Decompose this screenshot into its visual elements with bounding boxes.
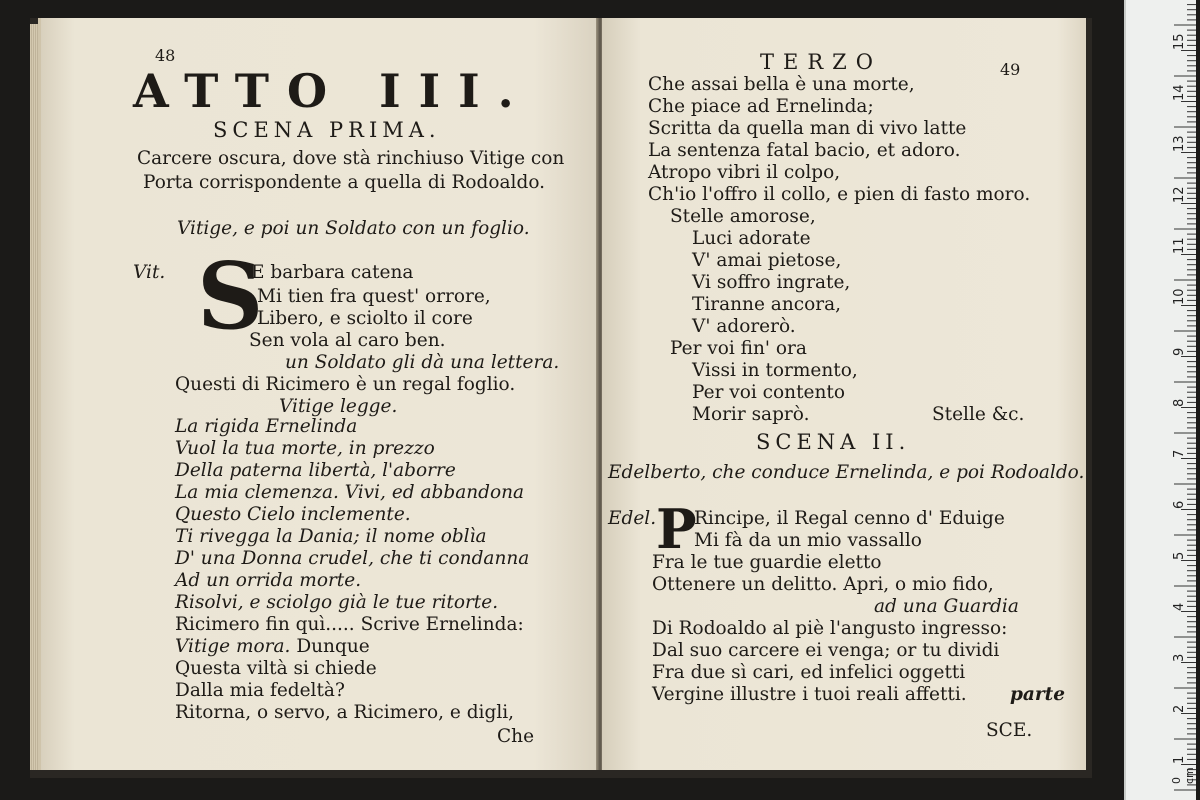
closing-line-3: Ritorna, o servo, a Ricimero, e digli, xyxy=(175,702,515,723)
speech-line-3: Fra le tue guardie eletto xyxy=(652,552,882,573)
act-title: ATTO III. xyxy=(133,64,532,118)
letter-line-8: Ad un orrida morte. xyxy=(175,570,362,591)
speech-line-8: Vergine illustre i tuoi reali affetti. xyxy=(652,684,967,705)
verse-line-3: Libero, e sciolto il core xyxy=(257,308,473,329)
scene-title-right: SCENA II. xyxy=(756,430,911,454)
stage-direction-guardia: ad una Guardia xyxy=(874,596,1019,617)
speech-line-5: Di Rodoaldo al piè l'angusto ingresso: xyxy=(652,618,1008,639)
drop-cap-p: P xyxy=(656,497,697,561)
closing-line-1: Questa viltà si chiede xyxy=(175,658,377,679)
right-line-4: La sentenza fatal bacio, et adoro. xyxy=(648,140,961,161)
ruler-label-4: 4 xyxy=(1172,602,1187,611)
aria-line-6: V' adorerò. xyxy=(692,316,796,337)
page-number-right: 49 xyxy=(1000,60,1021,79)
aria-line-3: V' amai pietose, xyxy=(692,250,842,271)
stage-direction-legge: Vitige legge. xyxy=(279,396,398,417)
catchword-left: Che xyxy=(497,726,535,747)
speaker-vitige: Vit. xyxy=(133,262,166,283)
ruler-label-12: 12 xyxy=(1172,186,1187,203)
speaker-edelberto: Edel. xyxy=(608,508,657,529)
drop-cap-s: S xyxy=(197,242,264,350)
line-vitige-mora xyxy=(175,636,370,657)
speech-line-7: Fra due sì cari, ed infelici oggetti xyxy=(652,662,966,683)
letter-line-4: La mia clemenza. Vivi, ed abbandona xyxy=(175,482,525,503)
running-head: TERZO xyxy=(760,50,882,74)
right-line-6: Ch'io l'offro il collo, e pien di fasto moro. xyxy=(648,184,1031,205)
setting-line-1: Carcere oscura, dove stà rinchiuso Vitige con xyxy=(137,148,565,169)
ruler-label-14: 14 xyxy=(1172,84,1187,101)
aria-b-line-4: Morir saprò. xyxy=(692,404,810,425)
characters-left: Vitige, e poi un Soldato con un foglio. xyxy=(177,218,530,239)
letter-line-2: Vuol la tua morte, in prezzo xyxy=(175,438,435,459)
aria-b-line-1: Per voi fin' ora xyxy=(670,338,807,359)
line-regal-foglio: Questi di Ricimero è un regal foglio. xyxy=(175,374,516,395)
ruler-label-7: 7 xyxy=(1172,449,1187,458)
stage-direction-parte: parte xyxy=(1010,684,1065,705)
measurement-ruler xyxy=(1124,0,1196,800)
closing-line-2: Dalla mia fedeltà? xyxy=(175,680,345,701)
right-line-5: Atropo vibri il colpo, xyxy=(648,162,841,183)
letter-line-7: D' una Donna crudel, che ti condanna xyxy=(175,548,530,569)
ruler-label-5: 5 xyxy=(1172,551,1187,560)
speech-line-1: Rincipe, il Regal cenno d' Eduige xyxy=(694,508,1005,529)
line-ricimero: Ricimero fin quì..... Scrive Ernelinda: xyxy=(175,614,524,635)
ruler-label-3: 3 xyxy=(1172,653,1187,662)
ruler-label-1: 1 xyxy=(1172,755,1187,764)
speech-line-4: Ottenere un delitto. Apri, o mio fido, xyxy=(652,574,994,595)
ruler-label-6: 6 xyxy=(1172,500,1187,509)
scene-title-left: SCENA PRIMA. xyxy=(213,118,441,142)
setting-line-2: Porta corrispondente a quella di Rodoaldo. xyxy=(143,172,546,193)
letter-line-6: Ti rivegga la Dania; il nome oblìa xyxy=(175,526,487,547)
verse-line-4: Sen vola al caro ben. xyxy=(249,330,446,351)
ruler-label-8: 8 xyxy=(1172,398,1187,407)
letter-line-3: Della paterna libertà, l'aborre xyxy=(175,460,456,481)
right-page xyxy=(602,18,1086,770)
verse-line-2: Mi tien fra quest' orrore, xyxy=(257,286,491,307)
da-capo: Stelle &c. xyxy=(932,404,1025,425)
right-line-1: Che assai bella è una morte, xyxy=(648,74,915,95)
ruler-label-9: 9 xyxy=(1172,347,1187,356)
ruler-unit: 0 cm xyxy=(1170,767,1196,784)
ruler-label-11: 11 xyxy=(1172,237,1187,254)
speech-line-6: Dal suo carcere ei venga; or tu dividi xyxy=(652,640,1000,661)
catchword-right: SCE. xyxy=(986,720,1033,741)
verse-line-1: E barbara catena xyxy=(251,262,414,283)
characters-right: Edelberto, che conduce Ernelinda, e poi Rodoaldo. xyxy=(608,462,1085,483)
open-book xyxy=(30,18,1092,778)
letter-line-9: Risolvi, e sciolgo già le tue ritorte. xyxy=(175,592,499,613)
aria-b-line-3: Per voi contento xyxy=(692,382,845,403)
ruler-label-13: 13 xyxy=(1172,135,1187,152)
ruler-label-15: 15 xyxy=(1172,33,1187,50)
speech-line-2: Mi fà da un mio vassallo xyxy=(694,530,922,551)
vitige-mora-italic: Vitige mora. xyxy=(175,636,291,657)
dunque: Dunque xyxy=(296,636,370,657)
page-number-left: 48 xyxy=(155,46,176,65)
ruler-label-10: 10 xyxy=(1172,288,1187,305)
letter-line-1: La rigida Ernelinda xyxy=(175,416,358,437)
right-line-2: Che piace ad Ernelinda; xyxy=(648,96,874,117)
stage-direction-letter: un Soldato gli dà una lettera. xyxy=(285,352,560,373)
aria-line-4: Vi soffro ingrate, xyxy=(692,272,851,293)
aria-line-5: Tiranne ancora, xyxy=(692,294,841,315)
aria-line-2: Luci adorate xyxy=(692,228,811,249)
aria-b-line-2: Vissi in tormento, xyxy=(692,360,858,381)
aria-line-1: Stelle amorose, xyxy=(670,206,816,227)
left-page xyxy=(38,18,601,770)
right-line-3: Scritta da quella man di vivo latte xyxy=(648,118,967,139)
letter-line-5: Questo Cielo inclemente. xyxy=(175,504,411,525)
ruler-label-2: 2 xyxy=(1172,704,1187,713)
